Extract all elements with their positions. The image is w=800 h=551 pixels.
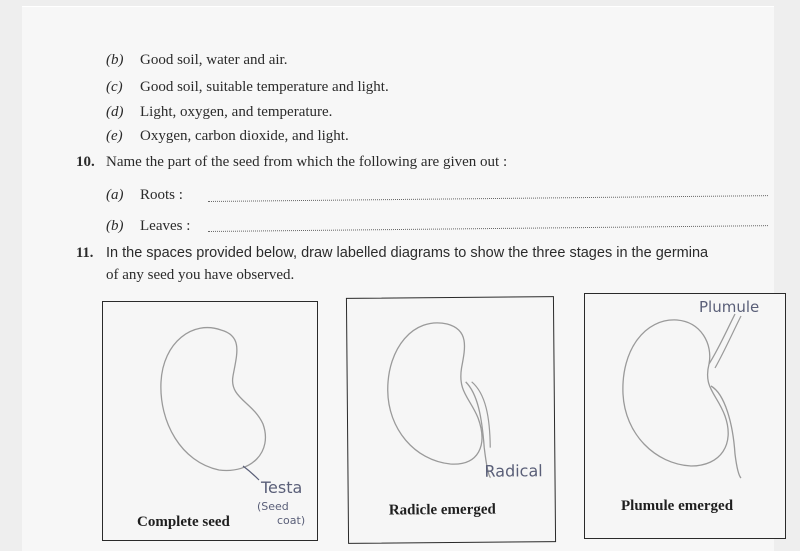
label-radical: Radical	[484, 461, 543, 481]
answer-line-leaves[interactable]	[208, 225, 768, 232]
seed-outline	[387, 323, 482, 465]
label-coat: coat)	[277, 514, 306, 527]
radicle-inner-line	[472, 382, 491, 448]
answer-line-roots[interactable]	[208, 195, 768, 202]
option-e: (e) Oxygen, carbon dioxide, and light.	[106, 128, 349, 144]
caption-complete-seed: Complete seed	[137, 514, 230, 530]
question-10-part-a: (a) Roots :	[106, 187, 183, 203]
plumule-inner-line	[715, 316, 741, 368]
question-10: 10. Name the part of the seed from which the following are given out :	[76, 154, 508, 170]
question-10-part-b: (b) Leaves :	[106, 218, 191, 234]
caption-plumule-emerged: Plumule emerged	[621, 498, 734, 514]
plumule-outline	[709, 314, 735, 364]
caption-radicle-emerged: Radicle emerged	[388, 501, 496, 519]
question-11-line1: 11. In the spaces provided below, draw labelled diagrams to show the three stages in the germina	[76, 245, 709, 261]
label-plumule: Plumule	[699, 298, 760, 316]
label-testa: Testa	[261, 478, 303, 497]
diagram-box-plumule-emerged	[584, 293, 786, 539]
question-11-line2: of any seed you have observed.	[106, 267, 295, 283]
root-outline	[711, 386, 741, 478]
diagram-box-complete-seed	[102, 301, 318, 541]
testa-pointer	[243, 466, 259, 480]
seed-outline	[623, 320, 728, 466]
option-b: (b) Good soil, water and air.	[106, 52, 288, 68]
label-seed: (Seed	[257, 500, 289, 513]
option-c: (c) Good soil, suitable temperature and light.	[106, 79, 389, 95]
worksheet-page	[22, 6, 774, 551]
option-d: (d) Light, oxygen, and temperature.	[106, 104, 333, 120]
diagram-box-radicle-emerged	[346, 296, 556, 544]
seed-outline	[161, 328, 266, 471]
